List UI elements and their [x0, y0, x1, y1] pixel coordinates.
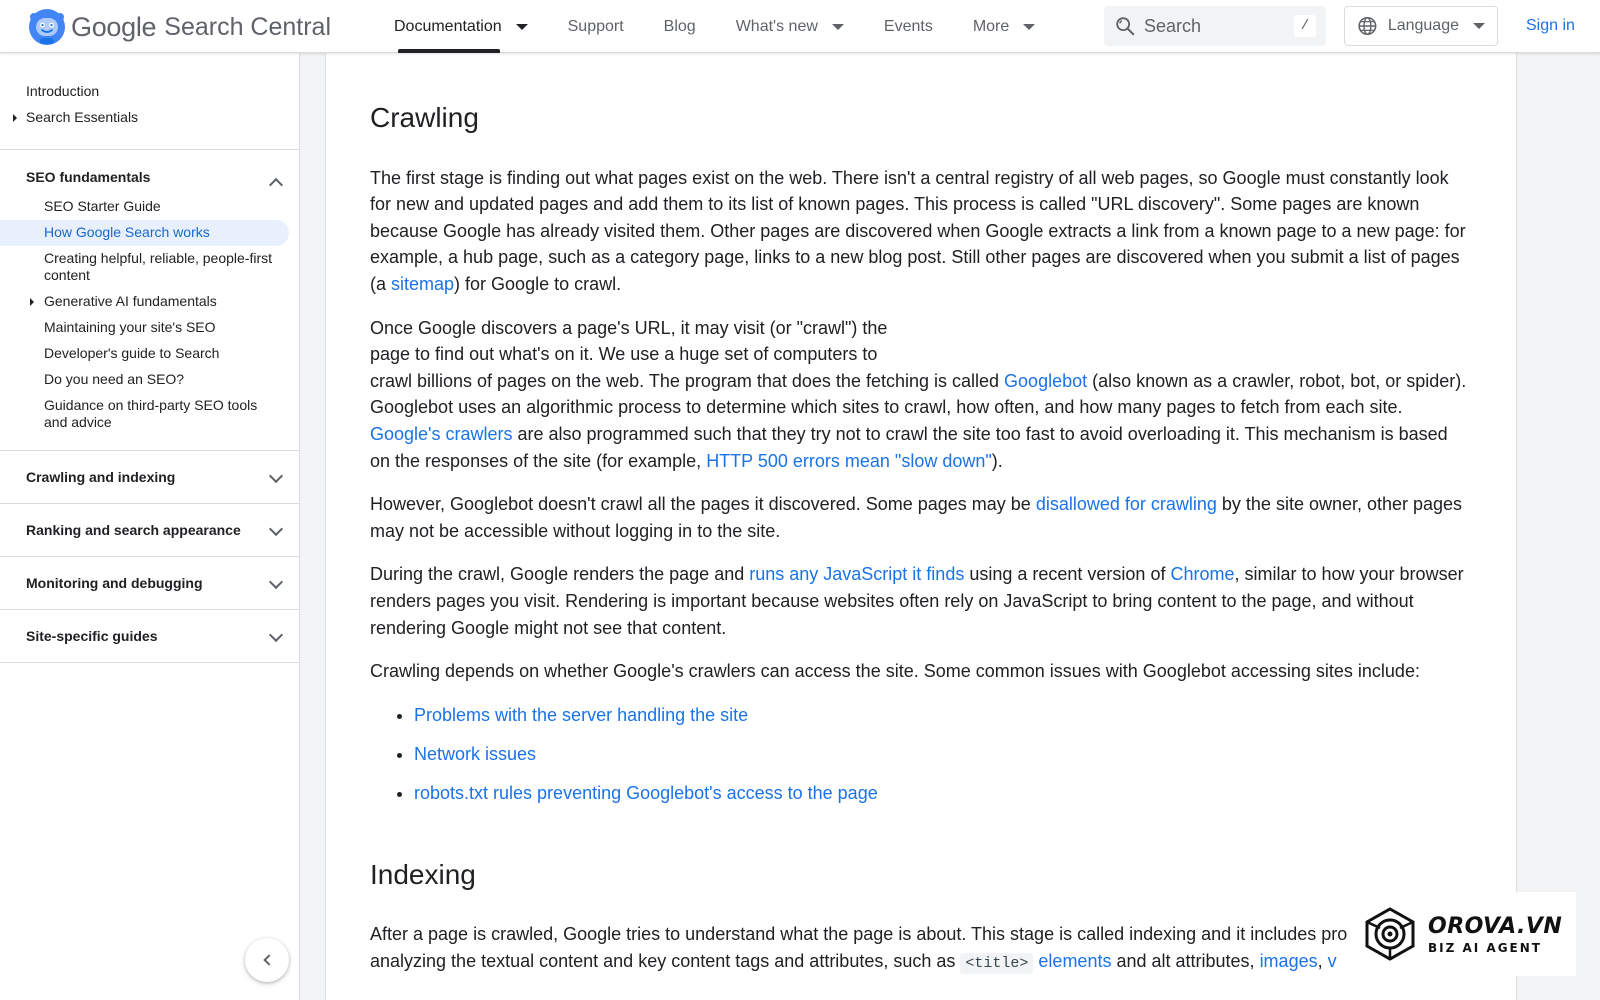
text-run: ) for Google to crawl. [454, 273, 622, 294]
list-item [414, 741, 1472, 767]
link-runs-javascript[interactable]: runs any JavaScript it finds [749, 564, 965, 585]
sidebar-item-generative-ai[interactable] [0, 289, 299, 315]
sidebar-item-need-an-seo[interactable]: Do you need an SEO? [44, 371, 185, 387]
text-run: analyzing the textual content and key content tags and attributes, such as [370, 950, 961, 971]
link-robots-txt[interactable]: robots.txt rules preventing Googlebot's access to the page [414, 782, 878, 803]
search-central-mascot-icon [28, 8, 66, 46]
nav-documentation-label: Documentation [394, 17, 502, 35]
text-run: are also programmed such that they try not to crawl the site too fast to avoid overloading it. This mechanism is based on the responses of the site (for example, [370, 423, 1448, 471]
link-title-elements[interactable]: elements [1038, 950, 1112, 971]
nav-events-label: Events [883, 17, 933, 35]
search-box[interactable] [1104, 6, 1326, 46]
sign-in-link[interactable]: Sign in [1526, 17, 1575, 34]
heading-indexing: Indexing [370, 858, 476, 890]
sidebar-section-crawling-indexing [0, 451, 299, 504]
link-network-issues[interactable]: Network issues [414, 743, 537, 764]
text-run: ). [991, 450, 1003, 471]
link-images[interactable]: images [1259, 950, 1318, 971]
text-run: crawl billions of pages on the web. The program that does the fetching is called [370, 370, 1005, 391]
sidebar-section-toggle-ranking[interactable] [0, 504, 299, 556]
collapse-sidebar-button[interactable] [245, 938, 289, 982]
sidebar-item-developers-guide[interactable]: Developer's guide to Search [44, 345, 220, 361]
sidebar-section-site-specific [0, 610, 299, 663]
sidebar-top-group [0, 53, 299, 150]
sidebar-section-title: Ranking and search appearance [26, 522, 241, 538]
sidebar-item-introduction[interactable]: Introduction [26, 83, 100, 99]
sidebar-item-how-google-search-works[interactable]: How Google Search works [0, 220, 289, 246]
chevron-left-icon [263, 954, 274, 965]
nav-more-label: More [972, 17, 1010, 35]
sidebar-item-seo-starter-guide[interactable]: SEO Starter Guide [44, 198, 161, 214]
sidebar-section-toggle-monitoring[interactable] [0, 557, 299, 609]
sidebar-section-title: Site-specific guides [26, 628, 158, 644]
sidebar-section-seo-fundamentals [0, 150, 299, 451]
link-disallowed-for-crawling[interactable]: disallowed for crawling [1035, 494, 1217, 515]
link-videos[interactable]: v [1327, 950, 1337, 971]
sidebar-section-ranking [0, 504, 299, 557]
text-run: During the crawl, Google renders the page and [370, 564, 750, 585]
sidebar-item-label: Search Essentials [26, 109, 139, 125]
nav-documentation[interactable] [374, 0, 548, 53]
top-header [0, 0, 1600, 53]
chevron-down-icon [269, 522, 283, 536]
watermark-brand: OROVA.VN [1428, 913, 1563, 939]
sidebar-item-third-party-seo-tools[interactable]: Guidance on third-party SEO tools and advice [44, 397, 258, 430]
text-run: , [1317, 950, 1328, 971]
chevron-down-icon [832, 24, 844, 30]
list-item [414, 780, 1472, 806]
paragraph-rendering [370, 561, 1472, 641]
chevron-down-icon [516, 24, 528, 30]
sidebar-section-toggle-site-specific[interactable] [0, 610, 299, 662]
sidebar-section-monitoring [0, 557, 299, 610]
sidebar-section-title: SEO fundamentals [26, 169, 151, 185]
nav-blog[interactable] [644, 0, 716, 53]
paragraph-url-discovery [370, 165, 1472, 298]
paragraph-googlebot [370, 315, 1472, 475]
watermark-tagline: BIZ AI AGENT [1428, 940, 1542, 955]
language-label: Language [1387, 17, 1459, 34]
sidebar-section-title: Crawling and indexing [26, 469, 176, 485]
globe-icon [1357, 15, 1378, 37]
heading-crawling: Crawling [370, 102, 479, 133]
text-run: The first stage is finding out what pages exist on the web. There isn't a central registry of all web pages, so Google must constantly look for new and updated pages and add them to its list of known pages. This process is called "URL discovery". Some pages are known because Google has already visited them. Other pages are discovered when Google extracts a link from a known page to a new page: for example, a hub page, such as a category page, links to a new blog post. Still other pages are discovered when you submit a list of pages (a [370, 167, 1466, 294]
orova-logo-icon [1362, 906, 1418, 962]
sidebar-item-search-essentials[interactable] [0, 105, 299, 131]
link-server-problems[interactable]: Problems with the server handling the site [414, 704, 749, 725]
chevron-up-icon [269, 178, 283, 192]
chevron-down-icon [1023, 24, 1035, 30]
paragraph-disallowed [370, 491, 1472, 544]
main-nav [374, 0, 1055, 53]
watermark-text [1428, 914, 1562, 955]
chevron-down-icon [269, 575, 283, 589]
text-run: by the site owner, other pages may not be accessible without logging in to the site. [370, 494, 1463, 541]
search-input[interactable] [1144, 16, 1284, 37]
watermark-logo [1348, 892, 1576, 976]
nav-events[interactable] [864, 0, 953, 53]
language-selector[interactable] [1344, 6, 1498, 46]
chevron-down-icon [269, 469, 283, 483]
nav-whats-new[interactable] [716, 0, 864, 53]
sidebar-item-helpful-content[interactable]: Creating helpful, reliable, people-first content [44, 250, 273, 283]
nav-blog-label: Blog [663, 17, 696, 35]
sidebar-section-toggle-seo-fundamentals[interactable] [0, 150, 299, 194]
site-logo[interactable] [28, 8, 331, 46]
left-sidebar [0, 53, 300, 1000]
text-run: After a page is crawled, Google tries to understand what the page is about. This stage is called indexing and it includes pro [370, 924, 1348, 945]
code-title-tag: <title> [960, 953, 1033, 974]
logo-google-wordmark: Google [71, 11, 157, 42]
link-sitemap[interactable]: sitemap [391, 273, 455, 294]
expand-arrow-icon [30, 298, 34, 306]
nav-whats-new-label: What's new [735, 17, 818, 35]
text-run: page to find out what's on it. We use a huge set of computers to [370, 344, 878, 365]
link-chrome[interactable]: Chrome [1170, 564, 1235, 585]
link-googlebot[interactable]: Googlebot [1004, 370, 1088, 391]
sidebar-section-toggle-crawling-indexing[interactable] [0, 451, 299, 503]
nav-more[interactable] [953, 0, 1055, 53]
text-run: (also known as a crawler, robot, bot, or spider). Googlebot uses an algorithmic process to determine which sites to crawl, how often, and how many pages to fetch from each site. [370, 370, 1467, 418]
paragraph-access-issues: Crawling depends on whether Google's crawlers can access the site. Some common issues with Googlebot accessing sites include: [370, 661, 1420, 682]
paragraph-indexing [370, 921, 1472, 977]
text-run: and alt attributes, [1111, 950, 1260, 971]
logo-product-name: Search Central [164, 12, 332, 41]
link-googles-crawlers[interactable]: Google's crawlers [370, 423, 513, 444]
nav-support-label: Support [567, 17, 624, 35]
expand-arrow-icon [13, 114, 17, 122]
chevron-down-icon [269, 628, 283, 642]
text-run: using a recent version of [964, 564, 1171, 585]
text-run: , similar to how your browser renders pages you visit. Rendering is important because websites often rely on JavaScript to bring content to the page, and without rendering Google might not see that content. [370, 564, 1464, 638]
list-item [414, 702, 1472, 728]
link-http-500-errors[interactable]: HTTP 500 errors mean "slow down" [706, 450, 992, 471]
chevron-down-icon [1473, 23, 1485, 29]
text-run: However, Googlebot doesn't crawl all the pages it discovered. Some pages may be [370, 494, 1036, 515]
search-shortcut-key: / [1294, 15, 1316, 37]
search-icon [1114, 15, 1136, 37]
nav-support[interactable] [548, 0, 644, 53]
sidebar-item-label: Generative AI fundamentals [44, 293, 217, 309]
text-run: Once Google discovers a page's URL, it may visit (or "crawl") the [370, 317, 888, 338]
sidebar-item-maintaining-seo[interactable]: Maintaining your site's SEO [44, 319, 216, 335]
issues-list [370, 702, 1472, 806]
sidebar-section-title: Monitoring and debugging [26, 575, 203, 591]
article-body [325, 53, 1517, 1000]
